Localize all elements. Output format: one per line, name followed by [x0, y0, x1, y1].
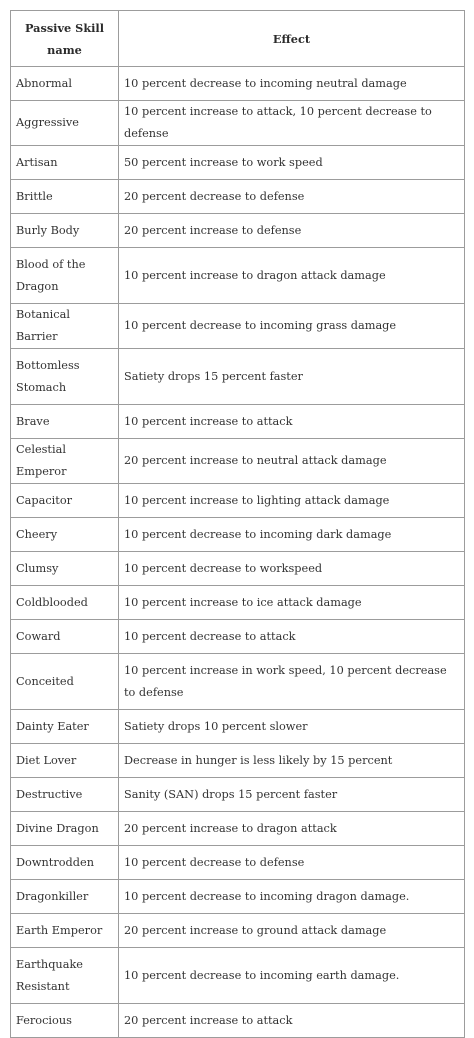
- table-row: [11, 101, 465, 146]
- table-row: [11, 484, 465, 518]
- table-row: [11, 248, 465, 304]
- skill-name: Destructive: [11, 778, 119, 812]
- skill-name: Divine Dragon: [11, 812, 119, 846]
- skill-name: Abnormal: [11, 67, 119, 101]
- skill-effect: 10 percent decrease to incoming earth damage.: [119, 948, 465, 1004]
- skill-name: Artisan: [11, 146, 119, 180]
- skill-name: Coward: [11, 620, 119, 654]
- table-row: [11, 405, 465, 439]
- header-skill-name: Passive Skill name: [11, 11, 119, 67]
- skill-effect: 20 percent decrease to defense: [119, 180, 465, 214]
- skill-name: Brave: [11, 405, 119, 439]
- table-row: [11, 880, 465, 914]
- skill-name: Capacitor: [11, 484, 119, 518]
- skill-effect: 10 percent increase to dragon attack damage: [119, 248, 465, 304]
- table-row: [11, 67, 465, 101]
- skill-effect: 20 percent increase to attack: [119, 1004, 465, 1038]
- header-effect: Effect: [119, 11, 465, 67]
- skill-effect: 10 percent increase to attack, 10 percent decrease to defense: [119, 101, 465, 146]
- table-row: [11, 948, 465, 1004]
- skill-name: Dainty Eater: [11, 710, 119, 744]
- skill-effect: 10 percent decrease to attack: [119, 620, 465, 654]
- skill-name: Diet Lover: [11, 744, 119, 778]
- skill-name: Dragonkiller: [11, 880, 119, 914]
- skill-name: Coldblooded: [11, 586, 119, 620]
- skill-name: Blood of the Dragon: [11, 248, 119, 304]
- skill-effect: 10 percent decrease to workspeed: [119, 552, 465, 586]
- table-row: [11, 1004, 465, 1038]
- skill-effect: 10 percent decrease to defense: [119, 846, 465, 880]
- skill-effect: 20 percent increase to ground attack damage: [119, 914, 465, 948]
- skill-name: Earth Emperor: [11, 914, 119, 948]
- table-row: [11, 586, 465, 620]
- table-row: [11, 518, 465, 552]
- table-row: [11, 439, 465, 484]
- skill-effect: 50 percent increase to work speed: [119, 146, 465, 180]
- skill-name: Aggressive: [11, 101, 119, 146]
- table-row: [11, 552, 465, 586]
- skill-effect: Satiety drops 10 percent slower: [119, 710, 465, 744]
- skill-name: Botanical Barrier: [11, 304, 119, 349]
- table-row: [11, 744, 465, 778]
- skill-effect: Sanity (SAN) drops 15 percent faster: [119, 778, 465, 812]
- table-row: [11, 710, 465, 744]
- table-row: [11, 778, 465, 812]
- skill-effect: Decrease in hunger is less likely by 15 percent: [119, 744, 465, 778]
- skill-name: Ferocious: [11, 1004, 119, 1038]
- skill-name: Earthquake Resistant: [11, 948, 119, 1004]
- skill-effect: 10 percent decrease to incoming dragon damage.: [119, 880, 465, 914]
- skill-name: Clumsy: [11, 552, 119, 586]
- skill-name: Conceited: [11, 654, 119, 710]
- skill-name: Brittle: [11, 180, 119, 214]
- skill-effect: 20 percent increase to neutral attack damage: [119, 439, 465, 484]
- table-row: [11, 620, 465, 654]
- skill-name: Cheery: [11, 518, 119, 552]
- table-row: [11, 812, 465, 846]
- skill-effect: 10 percent decrease to incoming dark damage: [119, 518, 465, 552]
- skill-effect: Satiety drops 15 percent faster: [119, 349, 465, 405]
- passive-skills-table: [10, 10, 465, 1038]
- skill-name: Burly Body: [11, 214, 119, 248]
- table-row: [11, 304, 465, 349]
- table-header-row: [11, 11, 465, 67]
- skill-effect: 10 percent increase to ice attack damage: [119, 586, 465, 620]
- skill-effect: 10 percent decrease to incoming neutral damage: [119, 67, 465, 101]
- table-row: [11, 846, 465, 880]
- table-row: [11, 349, 465, 405]
- skill-effect: 10 percent increase to lighting attack damage: [119, 484, 465, 518]
- skill-effect: 20 percent increase to dragon attack: [119, 812, 465, 846]
- skill-effect: 10 percent increase to attack: [119, 405, 465, 439]
- table-row: [11, 180, 465, 214]
- skill-effect: 10 percent increase in work speed, 10 percent decrease to defense: [119, 654, 465, 710]
- skill-effect: 20 percent increase to defense: [119, 214, 465, 248]
- table-row: [11, 654, 465, 710]
- skill-name: Downtrodden: [11, 846, 119, 880]
- table-row: [11, 914, 465, 948]
- table-row: [11, 214, 465, 248]
- table-row: [11, 146, 465, 180]
- skill-effect: 10 percent decrease to incoming grass damage: [119, 304, 465, 349]
- skill-name: Celestial Emperor: [11, 439, 119, 484]
- skill-name: Bottomless Stomach: [11, 349, 119, 405]
